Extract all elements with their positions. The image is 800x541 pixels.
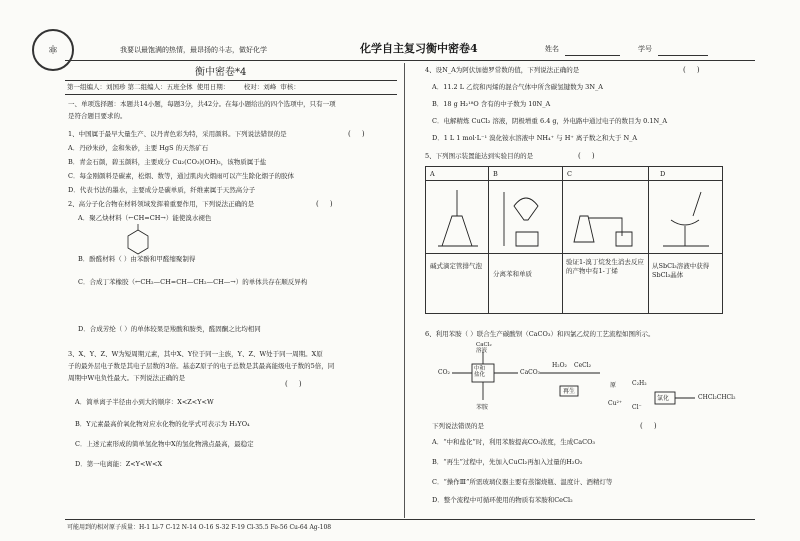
q4-option-c: C．电解精炼 CuCl₂ 溶液，阴极增重 6.4 g，外电路中通过电子的数目为 0.1N_A [432, 117, 668, 125]
flow-yuan: 原 [610, 382, 617, 389]
atomic-mass-footer: 可能用到的相对原子质量：H-1 Li-7 C-12 N-14 O-16 S-32 F-19 Cl-35.5 Fe-56 Cu-64 Ag-108 [67, 524, 332, 531]
q3-stem-3: 周期中W电负性最大。下列说法正确的是 [68, 374, 186, 382]
q4-option-a: A．11.2 L 乙烷和丙烯的混合气体中所含碳氢键数为 3N_A [432, 83, 603, 91]
q1-stem: 1、中国属于最早大量生产、以丹青色彩为特，采用颜料。下列说法错误的是 [68, 130, 287, 138]
header-motto: 我要以最饱满的热情，最昂扬的斗志，做好化学 [120, 46, 267, 54]
q2-answer-blank[interactable]: ( ) [316, 200, 333, 208]
q5-col-b: B [493, 170, 498, 178]
q5-col-d: D [660, 170, 666, 178]
flow-cu: Cu²⁺ [608, 400, 623, 407]
header-title: 化学自主复习衡中密卷4 [360, 42, 478, 55]
q1-option-d: D．代表书法的墨水，主要成分是碳单质，纤维素属于天然高分子 [68, 186, 256, 194]
q6-lead: 下列说法错误的是 [432, 422, 484, 430]
flow-c2h2: C₂H₂ [632, 380, 647, 387]
meta-line: 第一组编人：刘国珍 第二组编人：五班全体 使用日期： 校对：刘峰 审核： [67, 83, 300, 91]
flow-neutral: 中和 盐化 [474, 366, 486, 378]
q5-stem: 5、下列图示装置能达到实验目的的是 [425, 152, 534, 160]
school-seal-icon: ⚛ [32, 29, 74, 71]
flow-cecl2: CeCl₂ [574, 362, 592, 369]
flow-product: CHCl₂CHCl₂ [698, 394, 736, 401]
q3-option-d: D．第一电离能：Z<Y<W<X [75, 460, 163, 468]
q3-option-a: A．简单离子半径由小到大的顺序：X<Z<Y<W [75, 398, 214, 406]
q6-option-b: B．“再生”过程中，先加入CuCl₂再加入过量的H₂O₂ [432, 458, 583, 466]
q5-answer-blank[interactable]: ( ) [578, 152, 595, 160]
burette-apparatus-icon [430, 186, 484, 250]
q2-option-d: D．合成芳纶（ ）的单体较果是羧酸和胺类，醛固酮之比均相同 [78, 325, 261, 333]
section-1-intro-cont: 是符合题目要求的。 [68, 112, 127, 120]
q5-caption-d: 从SbCl₃溶液中获得SbCl₃晶体 [652, 262, 710, 279]
q2-option-b: B．酚醛材料（ ）由苯酚和甲醛缩聚制得 [78, 255, 196, 263]
flow-cacl2: CaCl₂ 溶液 [476, 342, 492, 354]
q5-col-c: C [567, 170, 572, 178]
q1-option-a: A．丹砂朱砂，金和朱砂，主要 HgS 的天然矿石 [68, 144, 209, 152]
evaporation-apparatus-icon [653, 186, 719, 250]
flow-reg: 再生 [563, 388, 576, 395]
q3-answer-blank[interactable]: ( ) [285, 380, 302, 388]
q6-option-d: D．整个流程中可循环使用的物质有苯胺和CeCl₂ [432, 496, 573, 504]
flow-caco3: CaCO₃ [520, 369, 541, 376]
separatory-funnel-icon [494, 186, 558, 250]
q3-stem: 3、X、Y、Z、W为短周期元素，其中X、Y位于同一主族，Y、Z、W处于同一周期。X原 [68, 350, 323, 358]
q1-answer-blank[interactable]: ( ) [348, 130, 365, 138]
q3-option-c: C．上述元素形成的简单氢化物中X的氢化物沸点最高，最稳定 [75, 440, 254, 448]
flow-ben: 苯胺 [476, 404, 489, 411]
q3-option-b: B．Y元素最高价氧化物对应水化物的化学式可表示为 H₃YO₄ [75, 420, 250, 428]
q6-answer-blank[interactable]: ( ) [640, 422, 657, 430]
q2-option-a: A．聚乙炔材料（←CH=CH→）能使溴水褪色 [78, 214, 212, 222]
id-label: 学号 [638, 45, 652, 53]
q5-caption-c: 验证1-溴丁烷发生消去反应的产物中有1-丁烯 [566, 258, 644, 275]
q4-stem: 4、设N_A为阿伏加德罗常数的值，下列说法正确的是 [425, 66, 580, 74]
flow-h2o2: H₂O₂ [552, 362, 567, 369]
q2-stem: 2、高分子化合物在材料领域发挥着重要作用，下列说法正确的是 [68, 200, 255, 208]
q4-answer-blank[interactable]: ( ) [683, 66, 700, 74]
q6-option-a: A．“中和盐化”时，利用苯胺提高CO₂浓度，生成CaCO₃ [432, 438, 596, 446]
name-label: 姓名 [545, 45, 559, 53]
q5-caption-a: 碱式滴定管排气泡 [430, 262, 482, 270]
q1-option-c: C．每金刚颜料是碳素，松烟、数等，通过肌肉火烟雨可以产生除化烟子的胶体 [68, 172, 294, 180]
flow-cl: Cl⁻ [632, 404, 642, 411]
q6-option-c: C．“操作Ⅲ”所需玻璃仪器主要有蒸馏烧瓶、温度计、酒精灯等 [432, 478, 613, 486]
q5-caption-b: 分离苯和单质 [493, 270, 532, 278]
flow-chlor: 氯化 [657, 395, 670, 402]
q4-option-d: D．1 L 1 mol·L⁻¹ 溴化铵水溶液中 NH₄⁺ 与 H⁺ 离子数之和大于 N_A [432, 134, 638, 142]
paper-title: 衡中密卷*4 [195, 67, 247, 78]
q4-option-b: B．18 g H₂¹⁸O 含有的中子数为 10N_A [432, 100, 551, 108]
q2-option-c: C．合成丁苯橡胶（←CH₂—CH=CH—CH₂—CH—→）的单体共存在顺反异构 [78, 278, 308, 286]
q1-option-b: B．青金石颜，碧玉颜料，主要成分 Cu₂(CO₃)(OH)₂，该物质属于盐 [68, 158, 267, 166]
section-1-intro: 一、单项选择题：本题共14小题，每题3分，共42分。在每小题给出的四个选项中，只有一项 [68, 100, 336, 108]
elimination-apparatus-icon [566, 186, 646, 250]
q6-stem: 6、利用苯胺（ ）联合生产碳酸钡（CaCO₃）和四氯乙烷的工艺流程如图所示。 [425, 330, 655, 338]
flow-co2: CO₂ [438, 369, 450, 376]
q5-col-a: A [430, 170, 435, 178]
q3-stem-2: 子的最外层电子数是其电子层数的3倍。基态Z原子的电子总数是其最高能级电子数的5倍，同 [68, 362, 335, 370]
